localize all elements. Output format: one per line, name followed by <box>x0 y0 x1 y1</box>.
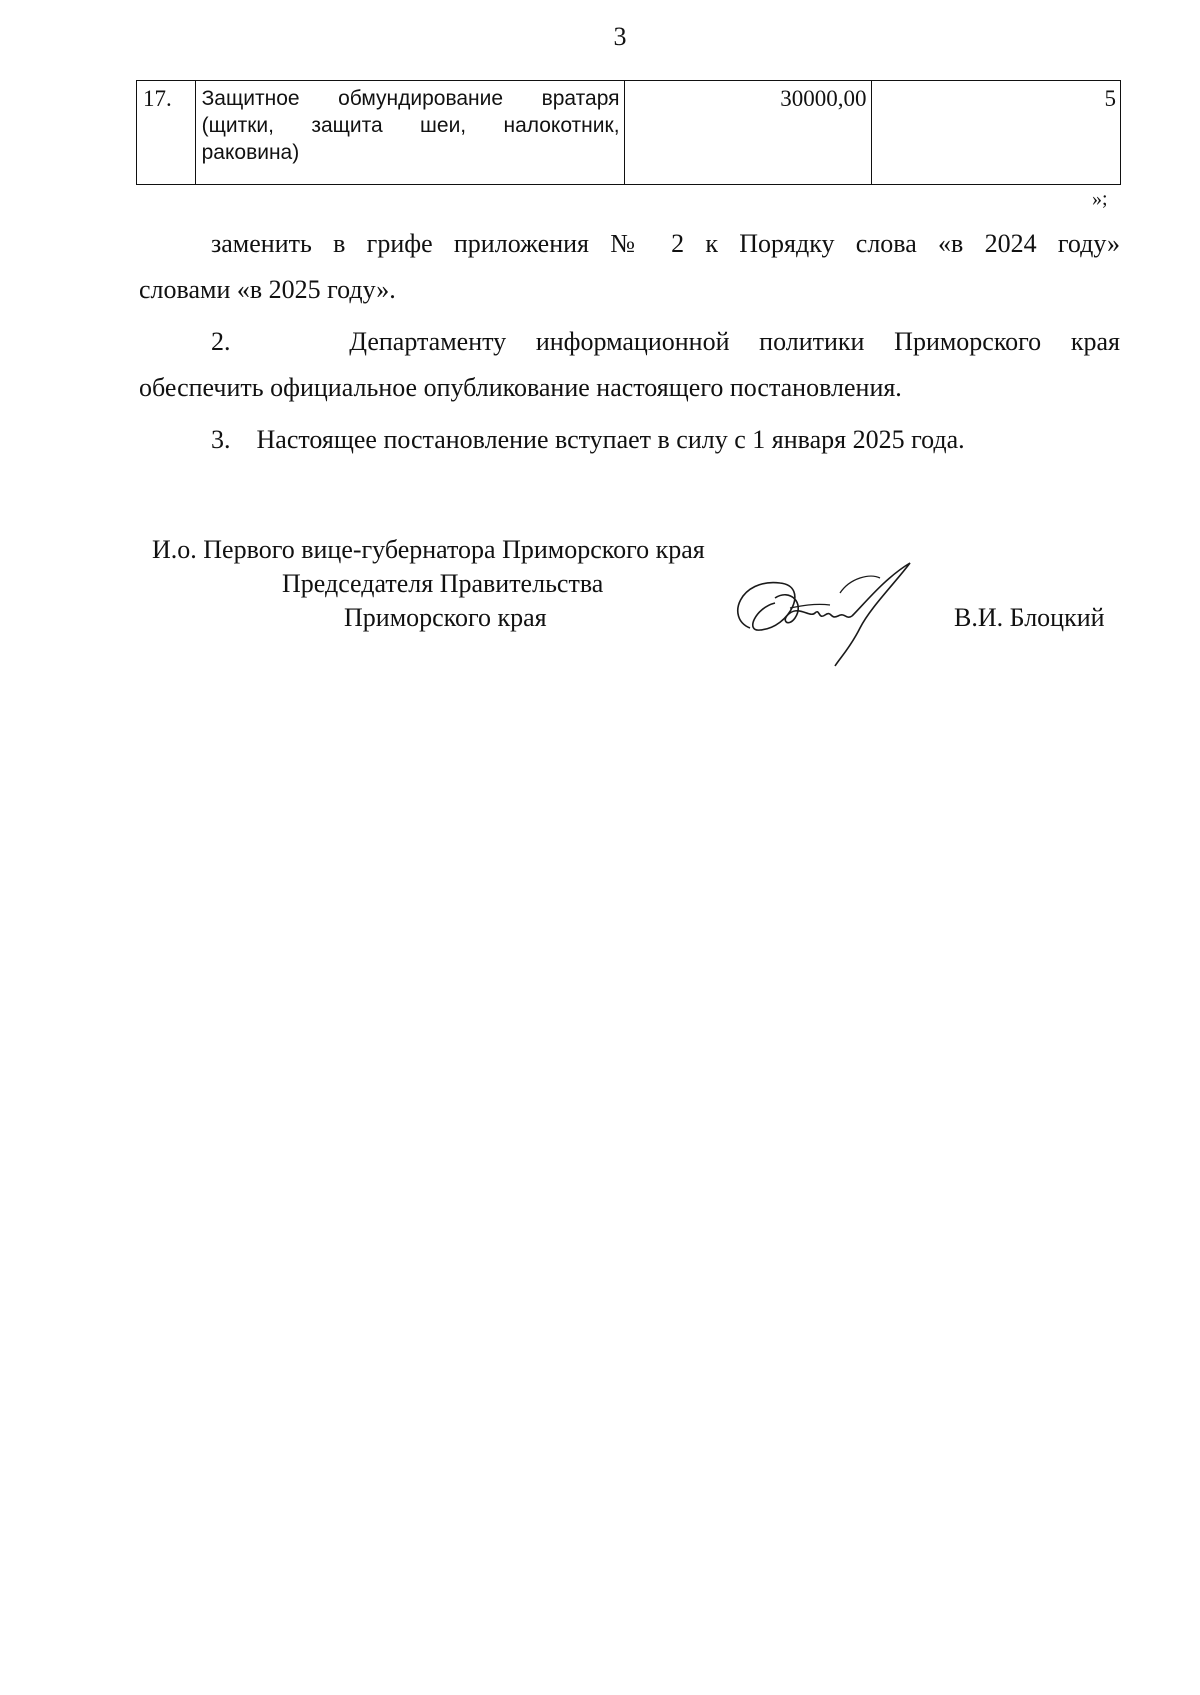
item-name-cell: Защитное обмундирование вратаря (щитки, защита шеи, налокотник, раковина) <box>195 81 624 185</box>
paragraph-1-text-a: заменить в грифе приложения № 2 к Порядку слова «в 2024 году» <box>211 229 1120 258</box>
paragraph-2-line-1 <box>139 320 1120 364</box>
signatory-title-line-1: И.о. Первого вице-губернатора Приморского края <box>152 535 705 564</box>
signatory-name: В.И. Блоцкий <box>954 603 1105 632</box>
paragraph-2-line-2: обеспечить официальное опубликование настоящего постановления. <box>139 373 902 402</box>
signatory-title-line-3: Приморского края <box>344 603 547 632</box>
paragraph-2-number: 2. <box>211 327 231 356</box>
paragraph-3 <box>139 418 1120 462</box>
items-table <box>136 80 1121 185</box>
table-row <box>137 81 1121 185</box>
item-quantity-cell: 5 <box>871 81 1120 185</box>
paragraph-2-text-a: Департаменту информационной политики Приморского края <box>349 327 1120 356</box>
item-price-cell: 30000,00 <box>624 81 871 185</box>
paragraph-3-text: Настоящее постановление вступает в силу с 1 января 2025 года. <box>256 425 965 454</box>
row-number-cell: 17. <box>137 81 196 185</box>
handwritten-signature <box>720 558 930 668</box>
paragraph-1-line-2: словами «в 2025 году». <box>139 275 396 304</box>
paragraph-1-line-1 <box>139 222 1120 266</box>
page-number: 3 <box>613 22 627 51</box>
closing-quote: »; <box>1092 188 1108 210</box>
signatory-title-line-2: Председателя Правительства <box>282 569 604 598</box>
paragraph-3-number: 3. <box>211 425 231 454</box>
